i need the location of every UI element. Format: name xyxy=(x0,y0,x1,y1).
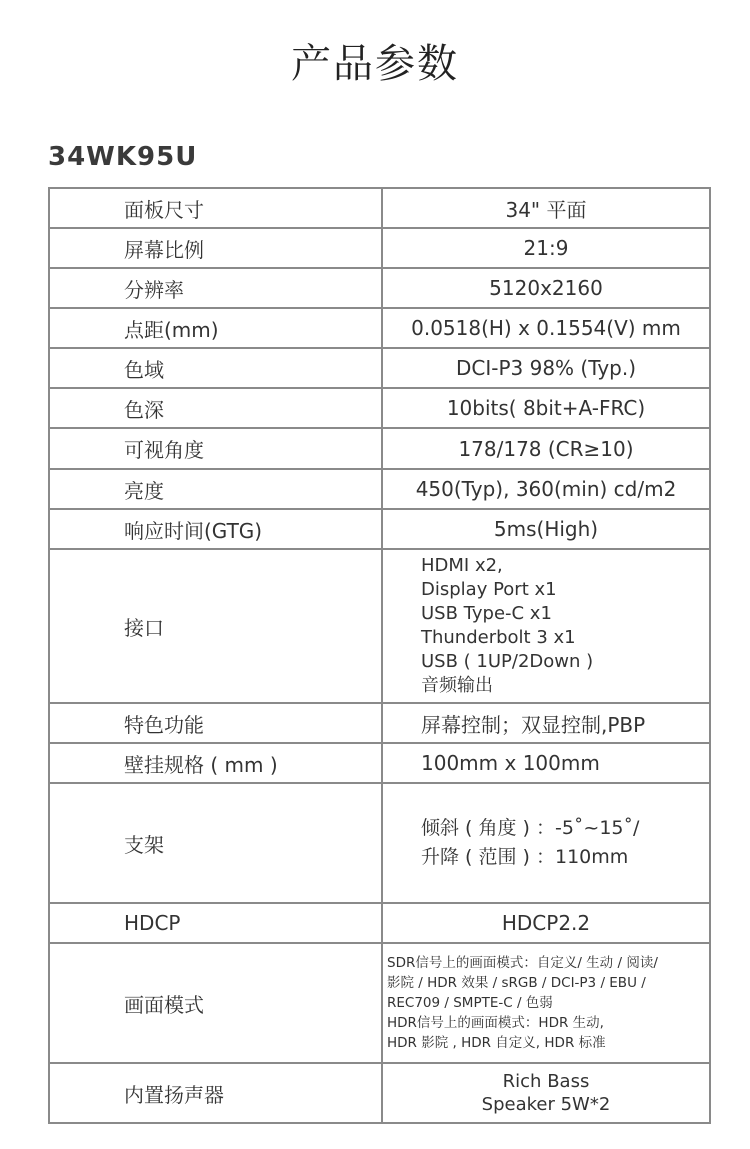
table-row xyxy=(49,428,710,469)
spec-value: DCI-P3 98% (Typ.) xyxy=(382,348,710,388)
spec-value: 5120x2160 xyxy=(382,268,710,308)
spec-key: 点距(mm) xyxy=(49,308,382,348)
spec-key: 色域 xyxy=(49,348,382,388)
spec-key: 色深 xyxy=(49,388,382,428)
spec-value: 屏幕控制；双显控制,PBP xyxy=(382,703,710,743)
table-row xyxy=(49,743,710,783)
table-row xyxy=(49,268,710,308)
spec-key: 屏幕比例 xyxy=(49,228,382,268)
table-row xyxy=(49,509,710,549)
table-row xyxy=(49,308,710,348)
stand-line: 升降 ( 范围 ) ：110mm xyxy=(421,846,629,868)
page-title: 产品参数 xyxy=(291,41,459,87)
port-line: USB ( 1UP/2Down ) xyxy=(421,651,594,672)
table-row xyxy=(49,188,710,228)
spec-value: 5ms(High) xyxy=(382,509,710,549)
spec-key: HDCP xyxy=(49,903,382,943)
spec-value: 450(Typ), 360(min) cd/m2 xyxy=(382,469,710,509)
table-row xyxy=(49,549,710,703)
spec-key: 内置扬声器 xyxy=(49,1063,382,1123)
port-line: 音频输出 xyxy=(421,675,493,696)
stand-line: 倾斜 ( 角度 ) ：-5˚~15˚/ xyxy=(421,817,640,839)
port-line: Thunderbolt 3 x1 xyxy=(421,627,576,648)
table-row xyxy=(49,703,710,743)
spec-key: 特色功能 xyxy=(49,703,382,743)
spec-key: 支架 xyxy=(49,783,382,903)
spec-table xyxy=(48,187,711,1124)
spec-key: 可视角度 xyxy=(49,428,382,469)
spec-key: 亮度 xyxy=(49,469,382,509)
mode-line: HDR 影院 , HDR 自定义, HDR 标准 xyxy=(387,1035,606,1051)
port-line: USB Type-C x1 xyxy=(421,603,552,624)
spec-value: HDCP2.2 xyxy=(382,903,710,943)
speaker-line: Rich Bass xyxy=(502,1071,590,1092)
model-name: 34WK95U xyxy=(48,142,198,172)
table-row xyxy=(49,903,710,943)
speaker-line: Speaker 5W*2 xyxy=(481,1094,611,1115)
spec-key: 分辨率 xyxy=(49,268,382,308)
mode-line: REC709 / SMPTE-C / 色弱 xyxy=(387,995,553,1011)
spec-key: 响应时间(GTG) xyxy=(49,509,382,549)
spec-value: 21:9 xyxy=(382,228,710,268)
table-row xyxy=(49,469,710,509)
table-row xyxy=(49,943,710,1063)
table-row xyxy=(49,783,710,903)
table-row xyxy=(49,388,710,428)
table-row xyxy=(49,348,710,388)
spec-key: 接口 xyxy=(49,549,382,703)
table-row xyxy=(49,228,710,268)
spec-value: 0.0518(H) x 0.1554(V) mm xyxy=(382,308,710,348)
spec-value-ports xyxy=(382,549,710,703)
port-line: Display Port x1 xyxy=(421,579,557,600)
spec-key: 面板尺寸 xyxy=(49,188,382,228)
table-row xyxy=(49,1063,710,1123)
spec-key: 壁挂规格 ( mm ) xyxy=(49,743,382,783)
port-line: HDMI x2, xyxy=(421,555,503,576)
spec-value-stand xyxy=(382,783,710,903)
spec-value: 10bits( 8bit+A-FRC) xyxy=(382,388,710,428)
mode-line: 影院 / HDR 效果 / sRGB / DCI-P3 / EBU / xyxy=(387,975,646,991)
spec-key: 画面模式 xyxy=(49,943,382,1063)
mode-line: SDR信号上的画面模式：自定义/ 生动 / 阅读/ xyxy=(387,955,658,971)
spec-value-picture-modes xyxy=(382,943,710,1063)
spec-value: 178/178 (CR≥10) xyxy=(382,428,710,469)
spec-value-speaker xyxy=(382,1063,710,1123)
spec-value: 34" 平面 xyxy=(382,188,710,228)
mode-line: HDR信号上的画面模式：HDR 生动, xyxy=(387,1015,604,1031)
spec-value: 100mm x 100mm xyxy=(382,743,710,783)
